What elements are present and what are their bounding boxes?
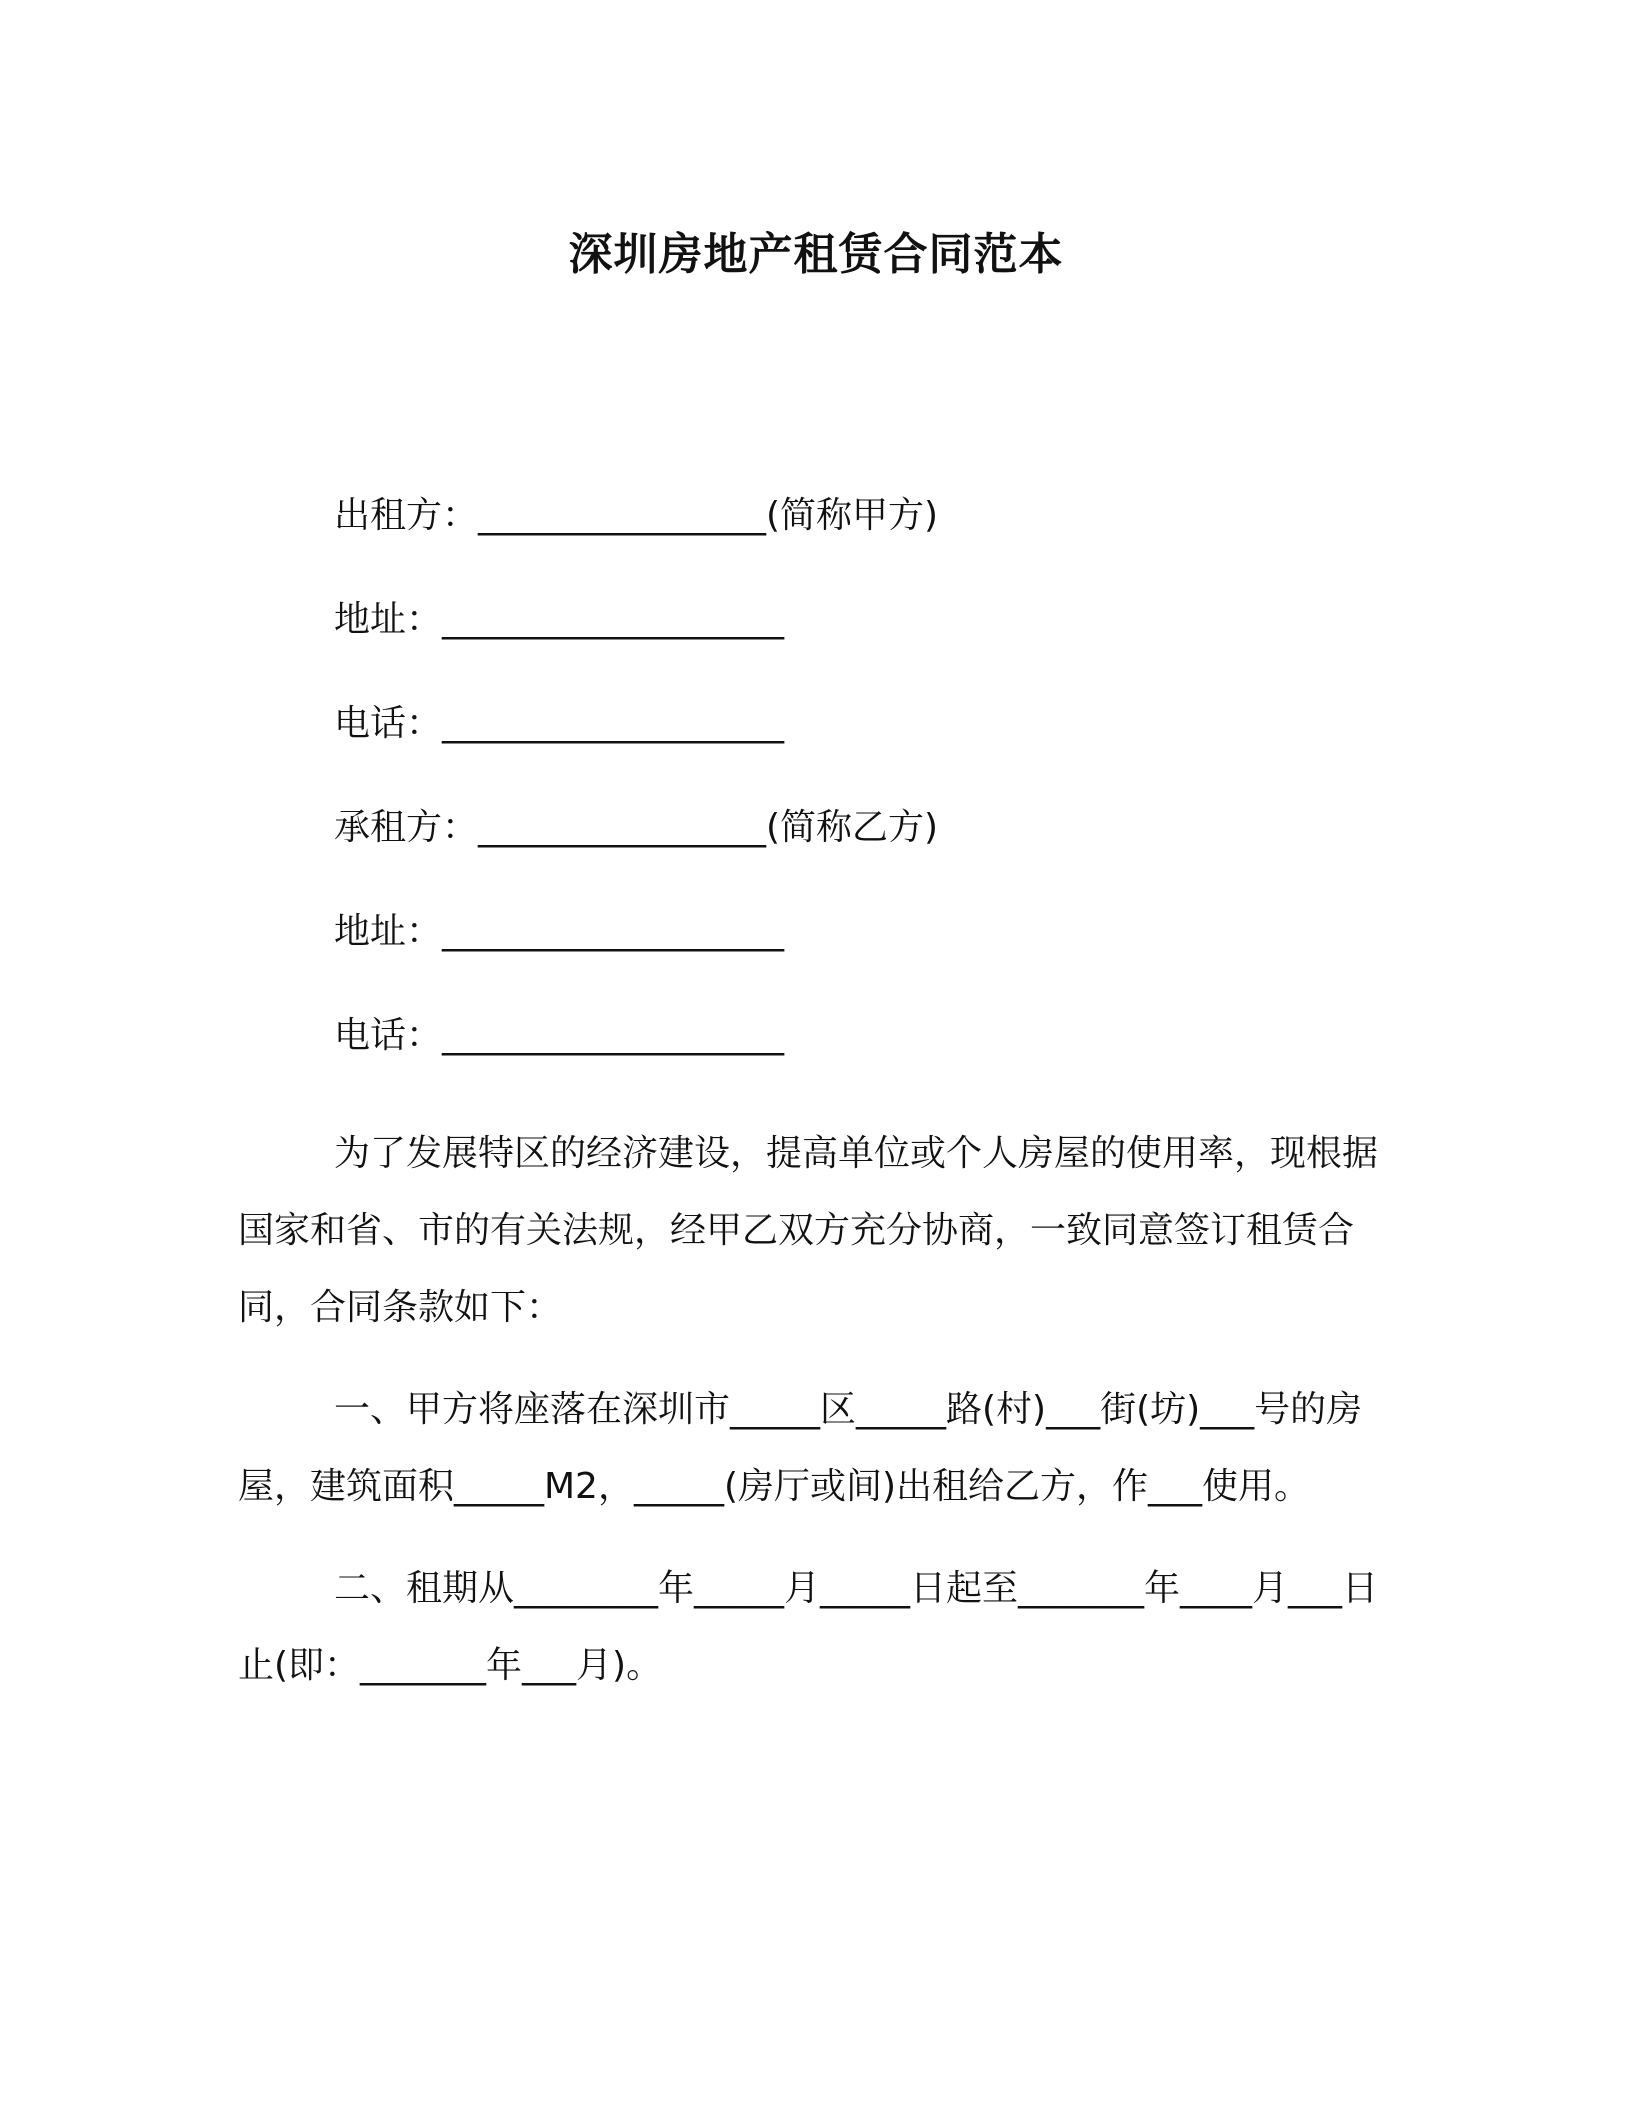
lessor-address-line: 地址：___________________	[334, 599, 785, 640]
lessee-address-line: 地址：___________________	[334, 911, 785, 952]
document-title: 深圳房地产租赁合同范本	[568, 229, 1064, 280]
contract-body	[238, 1115, 1378, 1729]
clause-2-paragraph: 二、租期从________年_____月_____日起至_______年____月___日止(即：_______年___月)。	[238, 1568, 1379, 1686]
preamble-paragraph: 为了发展特区的经济建设，提高单位或个人房屋的使用率，现根据国家和省、市的有关法规，经甲乙双方充分协商，一致同意签订租赁合同，合同条款如下：	[238, 1133, 1379, 1328]
lessee-phone-line: 电话：___________________	[334, 1015, 785, 1056]
lessor-phone-line: 电话：___________________	[334, 703, 785, 744]
lessee-line: 承租方：________________(简称乙方)	[334, 807, 939, 848]
party-info-block	[334, 490, 1434, 1114]
lessor-line: 出租方：________________(简称甲方)	[334, 495, 939, 536]
clause-1-paragraph: 一、甲方将座落在深圳市_____区_____路(村)___街(坊)___号的房屋，建筑面积_____M2，_____(房厅或间)出租给乙方，作___使用。	[238, 1389, 1363, 1507]
